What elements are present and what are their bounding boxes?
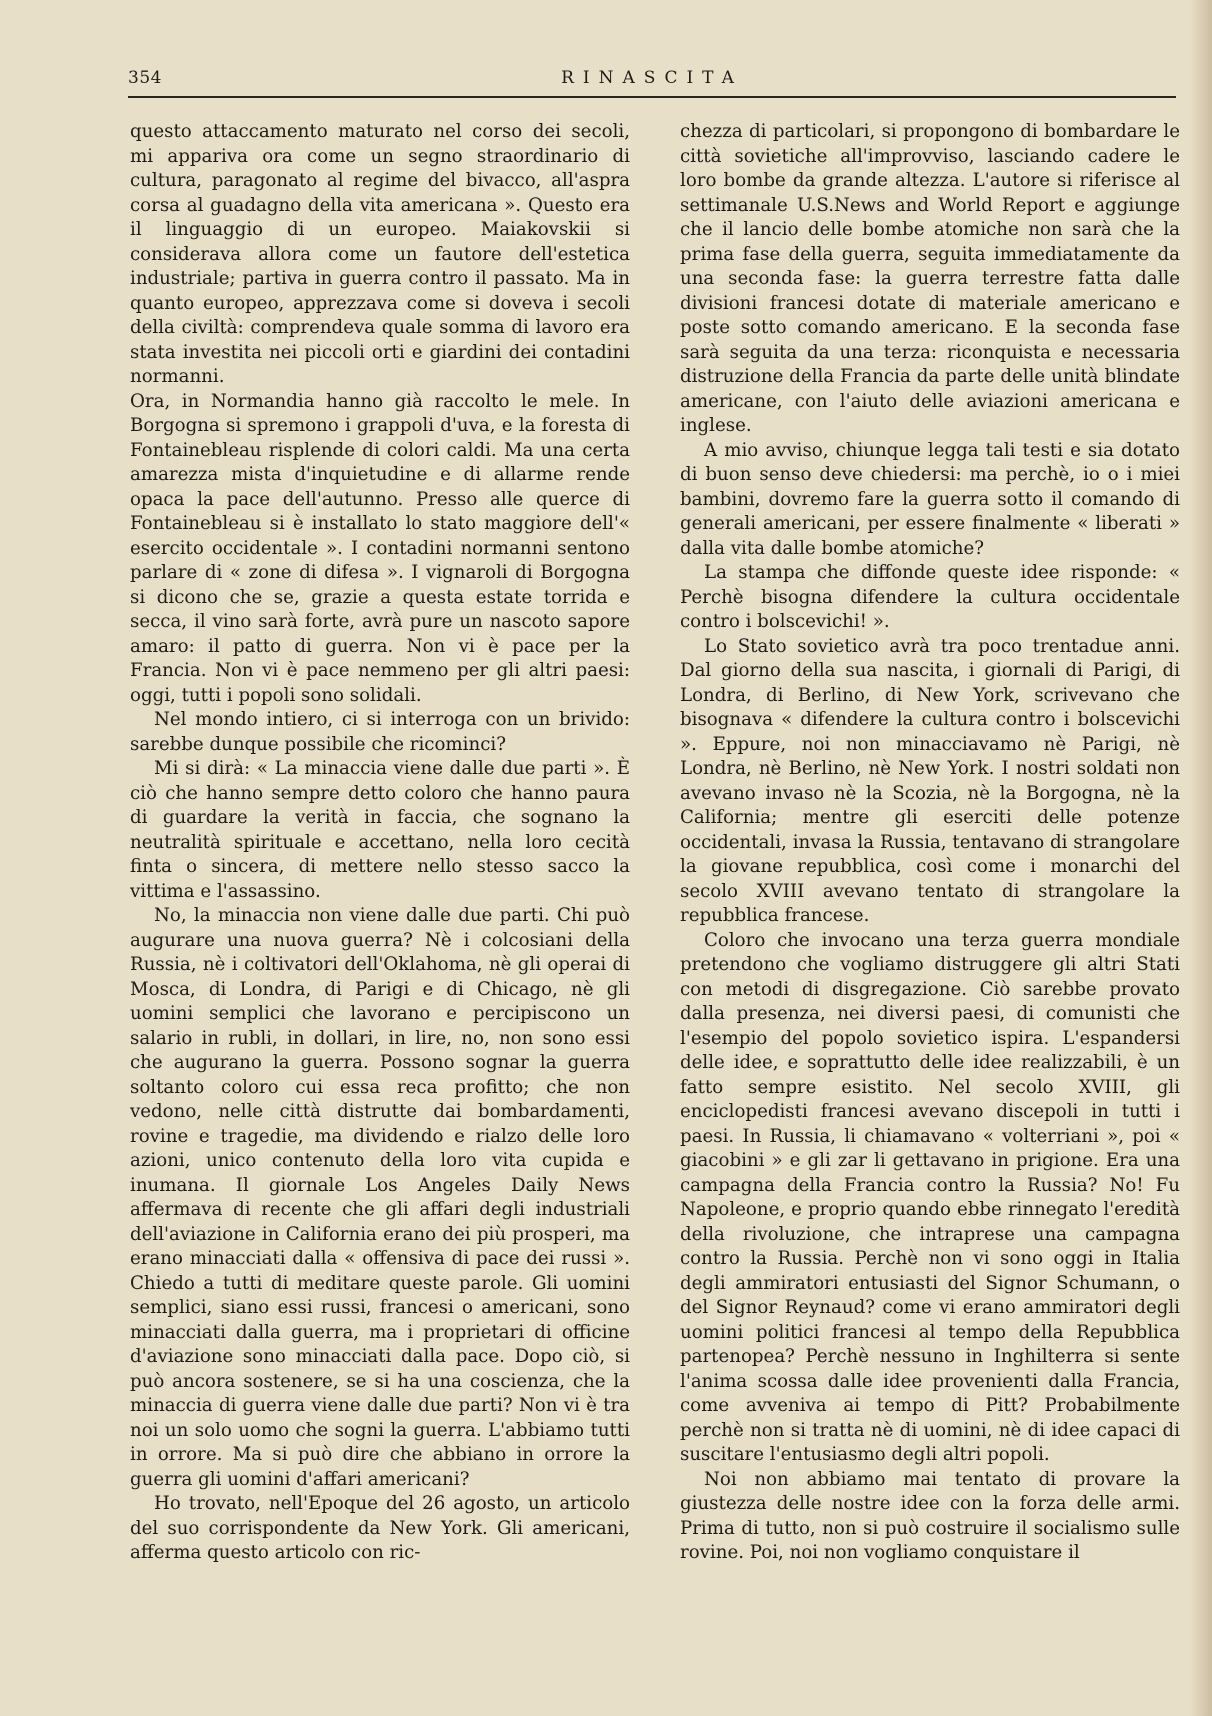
left-column [130,120,630,1566]
paragraph: Ora, in Normandia hanno già raccolto le mele. In Borgogna si spremono i grappoli d'uva, e la foresta di Fontainebleau risplende di colori caldi. Ma una certa amarezza mista d'inquietudine e di allarme rende opaca la pace dell'autunno. Presso alle querce di Fontainebleau si è installato lo stato maggiore dell'« esercito occidentale ». I contadini normanni sentono parlare di « zone di difesa ». I vignaroli di Borgogna si dicono che se, grazie a questa estate torrida e secca, il vino sarà forte, avrà pure un nascoto sapore amaro: il patto di guerra. Non vi è pace per la Francia. Non vi è pace nemmeno per gli altri paesi: oggi, tutti i popoli sono solidali. [130,390,630,706]
paragraph: Noi non abbiamo mai tentato di provare la giustezza delle nostre idee con la forza delle armi. Prima di tutto, non si può costruire il socialismo sulle rovine. Poi, noi non vogliamo conquistare il [680,1468,1180,1563]
paragraph: Coloro che invocano una terza guerra mondiale pretendono che vogliamo distruggere gli altri Stati con metodi di disgregazione. Ciò sarebbe provato dalla presenza, nei diversi paesi, di comunisti che l'esempio del popolo sovietico ispira. L'espandersi delle idee, e soprattutto delle idee realizzabili, è un fatto sempre esistito. Nel secolo XVIII, gli enciclopedisti francesi avevano discepoli in tutti i paesi. In Russia, li chiamavano « volterriani », poi « giacobini » e gli zar li gettavano in prigione. Era una campagna della Francia contro la Russia? No! Fu Napoleone, e proprio quando ebbe rinnegato l'eredità della rivoluzione, che intraprese una campagna contro la Russia. Perchè non vi sono oggi in Italia degli ammiratori entusiasti del Signor Schumann, o del Signor Reynaud? come vi erano ammiratori degli uomini politici francesi al tempo della Repubblica partenopea? Perchè nessuno in Inghilterra si sente l'anima scossa dalle idee provenienti dalla Francia, come avveniva ai tempo di Pitt? Probabilmente perchè non si tratta nè di uomini, nè di idee capaci di suscitare l'entusiasmo degli altri popoli. [680,929,1180,1465]
paragraph: La stampa che diffonde queste idee risponde: « Perchè bisogna difendere la cultura occidentale contro i bolscevichi! ». [680,562,1180,632]
paragraph: Mi si dirà: « La minaccia viene dalle due parti ». È ciò che hanno sempre detto coloro che hanno paura di guardare la verità in faccia, che sognano la neutralità spirituale e accettano, nella loro cecità finta o sincera, di mettere nello stesso sacco la vittima e l'assassino. [130,758,630,902]
paragraph: Ho trovato, nell'Epoque del 26 agosto, un articolo del suo corrispondente da New York. Gli americani, afferma questo articolo con ric- [130,1493,630,1563]
right-column [680,120,1180,1566]
paragraph: A mio avviso, chiunque legga tali testi e sia dotato di buon senso deve chiedersi: ma perchè, io o i miei bambini, dovremo fare la guerra sotto il comando di generali americani, per essere finalmente « liberati » dalla vita dalle bombe atomiche? [680,439,1180,559]
paragraph: No, la minaccia non viene dalle due parti. Chi può augurare una nuova guerra? Nè i colcosiani della Russia, nè i coltivatori dell'Oklahoma, nè gli operai di Mosca, di Londra, di Parigi e di Chicago, nè gli uomini semplici che lavorano e percipiscono un salario in rubli, in dollari, in lire, no, non sono essi che augurano la guerra. Possono sognar la guerra soltanto coloro cui essa reca profitto; che non vedono, nelle città distrutte dai bombardamenti, rovine e tragedie, ma dividendo e rialzo delle loro azioni, unico contenuto della loro vita cupida e inumana. Il giornale Los Angeles Daily News affermava di recente che gli affari degli industriali dell'aviazione in California erano dei più prosperi, ma erano minacciati dalla « offensiva di pace dei russi ». Chiedo a tutti di meditare queste parole. Gli uomini semplici, siano essi russi, francesi o americani, sono minacciati dalla guerra, ma i proprietari di officine d'aviazione sono minacciati dalla pace. Dopo ciò, si può ancora sostenere, se si ha una coscienza, che la minaccia di guerra viene dalle due parti? Non vi è tra noi un solo uomo che sogni la guerra. L'abbiamo tutti in orrore. Ma si può dire che abbiano in orrore la guerra gli uomini d'affari americani? [130,905,630,1490]
page-number: 354 [128,68,162,88]
paragraph: Nel mondo intiero, ci si interroga con un brivido: sarebbe dunque possibile che ricominci? [130,709,630,755]
header-rule [128,96,1176,98]
paragraph: questo attaccamento maturato nel corso dei secoli, mi appariva ora come un segno straordinario di cultura, paragonato al regime del bivacco, all'aspra corsa al guadagno della vita americana ». Questo era il linguaggio di un europeo. Maiakovskii si considerava allora come un fautore dell'estetica industriale; partiva in guerra contro il passato. Ma in quanto europeo, apprezzava come si doveva i secoli della civiltà: comprendeva quale somma di lavoro era stata investita nei piccoli orti e giardini dei contadini normanni. [130,121,630,387]
running-title: RINASCITA [561,68,743,88]
page-header [128,64,1176,98]
paragraph: chezza di particolari, si propongono di bombardare le città sovietiche all'improvviso, lasciando cadere le loro bombe da grande altezza. L'autore si riferisce al settimanale U.S.News and World Report e aggiunge che il lancio delle bombe atomiche non sarà che la prima fase della guerra, seguita immediatamente da una seconda fase: la guerra terrestre fatta dalle divisioni francesi dotate di materiale americano e poste sotto comando americano. E la seconda fase sarà seguita da una terza: riconquista e necessaria distruzione della Francia da parte delle unità blindate americane, con l'aiuto delle aviazioni americana e inglese. [680,121,1180,436]
paragraph: Lo Stato sovietico avrà tra poco trentadue anni. Dal giorno della sua nascita, i giornali di Parigi, di Londra, di Berlino, di New York, scrivevano che bisognava « difendere la cultura contro i bolscevichi ». Eppure, noi non minacciavamo nè Parigi, nè Londra, nè Berlino, nè New York. I nostri soldati non avevano invaso nè la Scozia, nè la Borgogna, nè la California; mentre gli eserciti delle potenze occidentali, invasa la Russia, tentavano di strangolare la giovane repubblica, così come i monarchi del secolo XVIII avevano tentato di strangolare la repubblica francese. [680,635,1180,926]
